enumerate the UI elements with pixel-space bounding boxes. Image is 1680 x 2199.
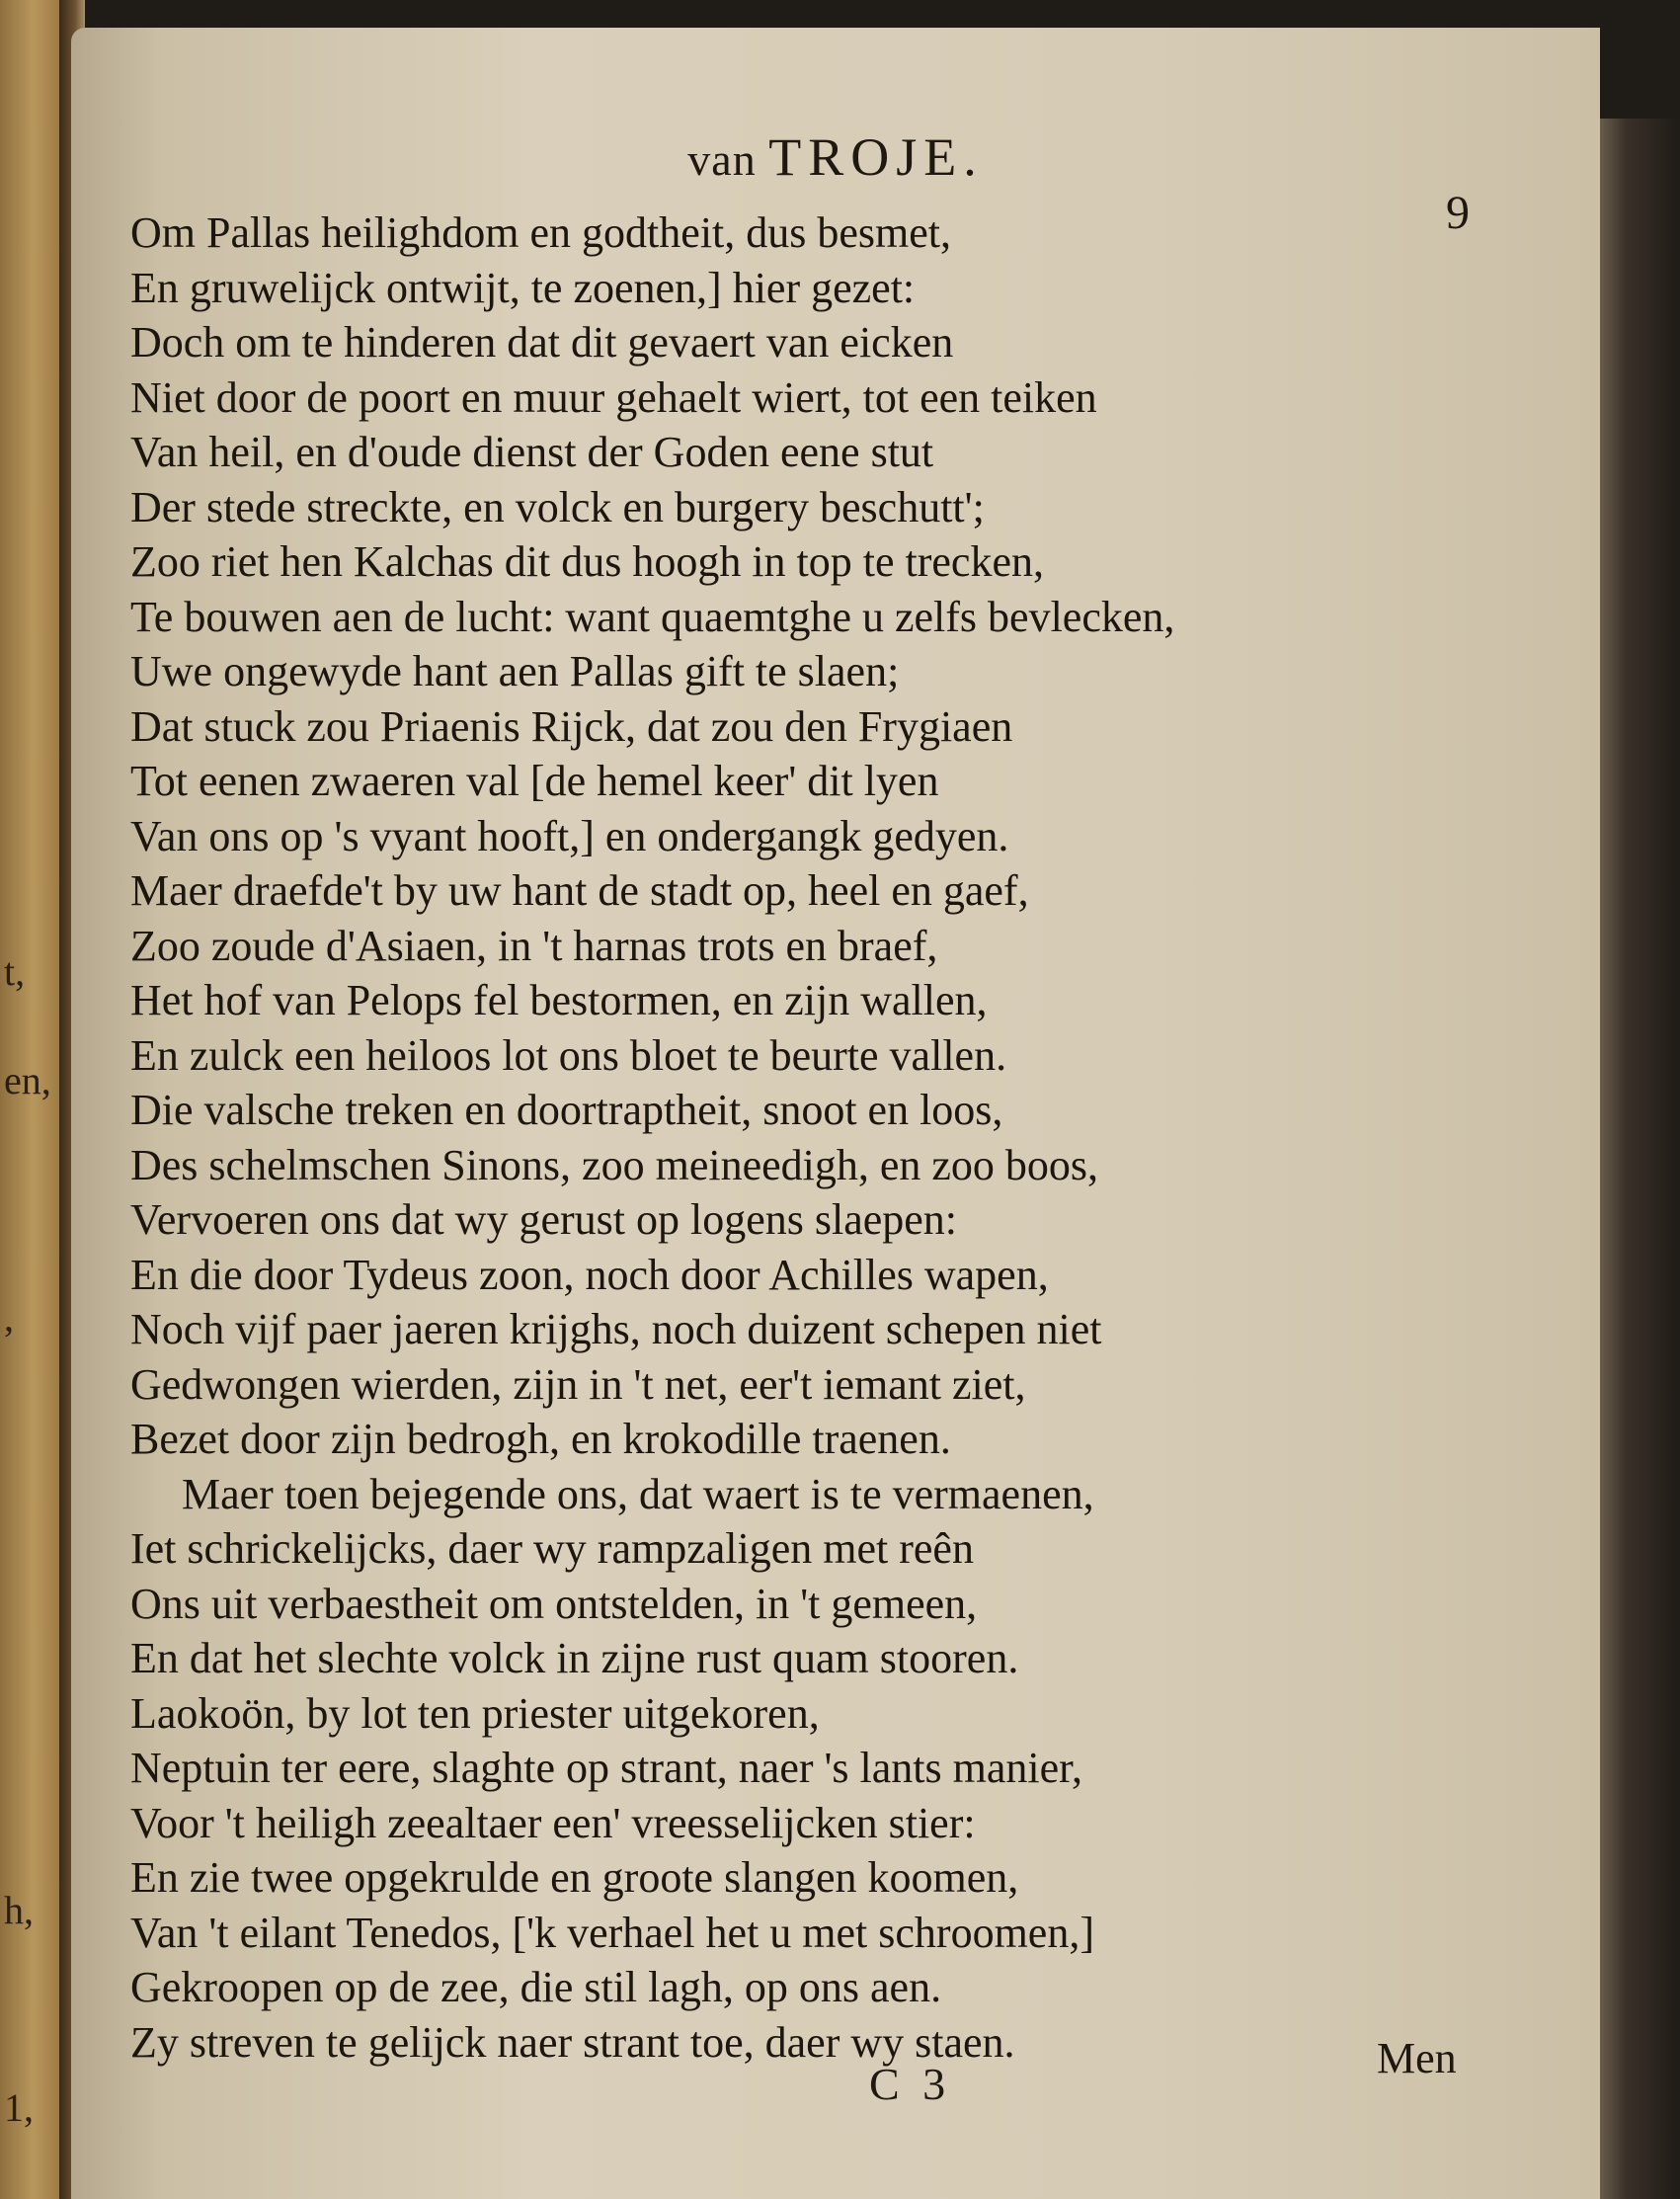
verse-line: Laokoön, by lot ten priester uitgekoren,: [130, 1688, 820, 1738]
verse-line: Te bouwen aen de lucht: want quaemtghe u zelfs bevlecken,: [130, 592, 1175, 641]
facing-page-fragment: 1,: [4, 2085, 34, 2130]
verse-line: En die door Tydeus zoon, noch door Achilles wapen,: [130, 1250, 1049, 1299]
verse-line: Bezet door zijn bedrogh, en krokodille traenen.: [130, 1415, 951, 1463]
verse-line: Niet door de poort en muur gehaelt wiert, tot een teiken: [130, 372, 1097, 422]
verse-line: Maer toen bejegende ons, dat waert is te vermaenen,: [182, 1469, 1094, 1518]
running-header: [71, 126, 1600, 188]
verse-line: Zoo zoude d'Asiaen, in 't harnas trots en braef,: [130, 921, 938, 970]
verse-line: Des schelmschen Sinons, zoo meineedigh, en zoo boos,: [130, 1140, 1099, 1189]
verse-line: Om Pallas heilighdom en godtheit, dus besmet,: [130, 208, 952, 257]
facing-page-fragment: t,: [4, 949, 26, 994]
verse-line: Uwe ongewyde hant aen Pallas gift te slaen;: [130, 647, 900, 695]
header-prefix: van: [687, 134, 757, 185]
verse-line: Van heil, en d'oude dienst der Goden eene stut: [130, 428, 934, 476]
verse-line: Zy streven te gelijck naer strant toe, daer wy staen.: [130, 2017, 1015, 2067]
verse-line: Van 't eilant Tenedos, ['k verhael het u met schroomen,]: [130, 1908, 1094, 1957]
verse-line: Der stede streckte, en volck en burgery beschutt';: [130, 482, 985, 531]
verse-line: En gruwelijck ontwijt, te zoenen,] hier gezet:: [130, 263, 916, 312]
verse-line: Gekroopen op de zee, die stil lagh, op ons aen.: [130, 1963, 942, 2011]
verse-line: Van ons op 's vyant hooft,] en ondergangk gedyen.: [130, 811, 1009, 860]
verse-line: Dat stuck zou Priaenis Rijck, dat zou den Frygiaen: [130, 701, 1013, 751]
verse-line: Noch vijf paer jaeren krijghs, noch duizent schepen niet: [130, 1305, 1102, 1353]
catchword: Men: [1377, 2034, 1457, 2082]
verse-line: Gedwongen wierden, zijn in 't net, eer't iemant ziet,: [130, 1359, 1026, 1409]
verse-line: Vervoeren ons dat wy gerust op logens slaepen:: [130, 1195, 958, 1244]
header-title: TROJE.: [768, 127, 984, 187]
verse-line: Doch om te hinderen dat dit gevaert van eicken: [130, 318, 954, 366]
verse-line: Maer draefde't by uw hant de stadt op, heel en gaef,: [130, 866, 1029, 915]
verse-line: Voor 't heiligh zeealtaer een' vreesselijcken stier:: [130, 1798, 976, 1847]
facing-page-fragment: ,: [4, 1295, 14, 1340]
verse-text: [130, 205, 1414, 2070]
page-number: 9: [1446, 187, 1470, 239]
facing-page-fragment: en,: [4, 1058, 51, 1102]
facing-page-fragment: h,: [4, 1888, 34, 1932]
verse-line: Zoo riet hen Kalchas dit dus hoogh in top te trecken,: [130, 537, 1044, 586]
verse-line: Iet schrickelijcks, daer wy rampzaligen met reên: [130, 1524, 974, 1573]
page-edge-shadow: [1590, 119, 1680, 2199]
verse-line: Tot eenen zwaeren val [de hemel keer' dit lyen: [130, 757, 939, 805]
verse-line: En zie twee opgekrulde en groote slangen koomen,: [130, 1853, 1019, 1902]
verse-line: Ons uit verbaestheit om ontstelden, in 't gemeen,: [130, 1579, 978, 1628]
verse-line: En zulck een heiloos lot ons bloet te beurte vallen.: [130, 1030, 1007, 1080]
signature-mark: C 3: [869, 2059, 952, 2109]
verse-line: Neptuin ter eere, slaghte op strant, naer 's lants manier,: [130, 1744, 1083, 1792]
book-page: [71, 28, 1600, 2199]
verse-line: En dat het slechte volck in zijne rust quam stooren.: [130, 1634, 1019, 1682]
verse-line: Het hof van Pelops fel bestormen, en zijn wallen,: [130, 976, 988, 1024]
verse-line: Die valsche treken en doortraptheit, snoot en loos,: [130, 1086, 1003, 1134]
